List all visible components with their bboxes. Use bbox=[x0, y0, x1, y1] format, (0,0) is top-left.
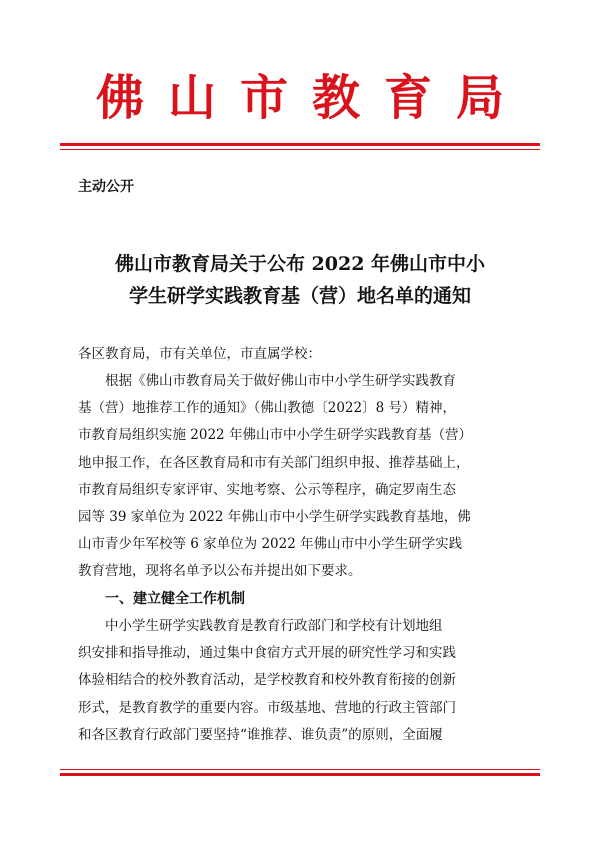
paragraph-2 bbox=[78, 613, 528, 749]
addressee: 各区教育局，市有关单位，市直属学校： bbox=[78, 346, 321, 362]
paragraph-line: 基（营）地推荐工作的通知》（佛山教德〔2022〕8 号）精神， bbox=[78, 400, 456, 417]
disclosure-label: 主动公开 bbox=[78, 179, 134, 195]
paragraph-1 bbox=[78, 368, 528, 586]
paragraph-line: 市教育局组织实施 2022 年佛山市中小学生研学实践教育基（营） bbox=[78, 427, 472, 444]
paragraph-line: 市教育局组织专家评审、实地考察、公示等程序，确定罗南生态 bbox=[78, 481, 456, 498]
document-title bbox=[60, 248, 540, 312]
title-line-2: 学生研学实践教育基（营）地名单的通知 bbox=[128, 285, 471, 307]
masthead-title: 佛山市教育局 bbox=[95, 70, 528, 126]
section-heading-1: 一、建立健全工作机制 bbox=[105, 591, 245, 607]
paragraph-line: 山市青少年军校等 6 家单位为 2022 年佛山市中小学生研学实践 bbox=[78, 536, 463, 553]
masthead-rule-thick bbox=[60, 143, 540, 146]
paragraph-line: 体验相结合的校外教育活动，是学校教育和校外教育衔接的创新 bbox=[78, 672, 456, 689]
footer-rule-thin bbox=[60, 769, 540, 770]
paragraph-line: 教育营地，现将名单予以公布并提出如下要求。 bbox=[78, 563, 362, 580]
paragraph-line: 织安排和指导推动，通过集中食宿方式开展的研究性学习和实践 bbox=[78, 645, 456, 662]
title-line-1: 佛山市教育局关于公布 2022 年佛山市中小 bbox=[114, 253, 486, 275]
masthead-rule-thin bbox=[60, 149, 540, 150]
paragraph-line: 地申报工作，在各区教育局和市有关部门组织申报、推荐基础上， bbox=[78, 454, 470, 471]
paragraph-line: 园等 39 家单位为 2022 年佛山市中小学生研学实践教育基地，佛 bbox=[78, 509, 471, 526]
paragraph-line: 和各区教育行政部门要坚持“谁推荐、谁负责”的原则，全面履 bbox=[78, 726, 443, 743]
paragraph-line: 根据《佛山市教育局关于做好佛山市中小学生研学实践教育 bbox=[105, 373, 456, 389]
paragraph-line: 中小学生研学实践教育是教育行政部门和学校有计划地组 bbox=[105, 618, 443, 634]
paragraph-line: 形式，是教育教学的重要内容。市级基地、营地的行政主管部门 bbox=[78, 699, 456, 716]
footer-rule-thick bbox=[60, 773, 540, 776]
